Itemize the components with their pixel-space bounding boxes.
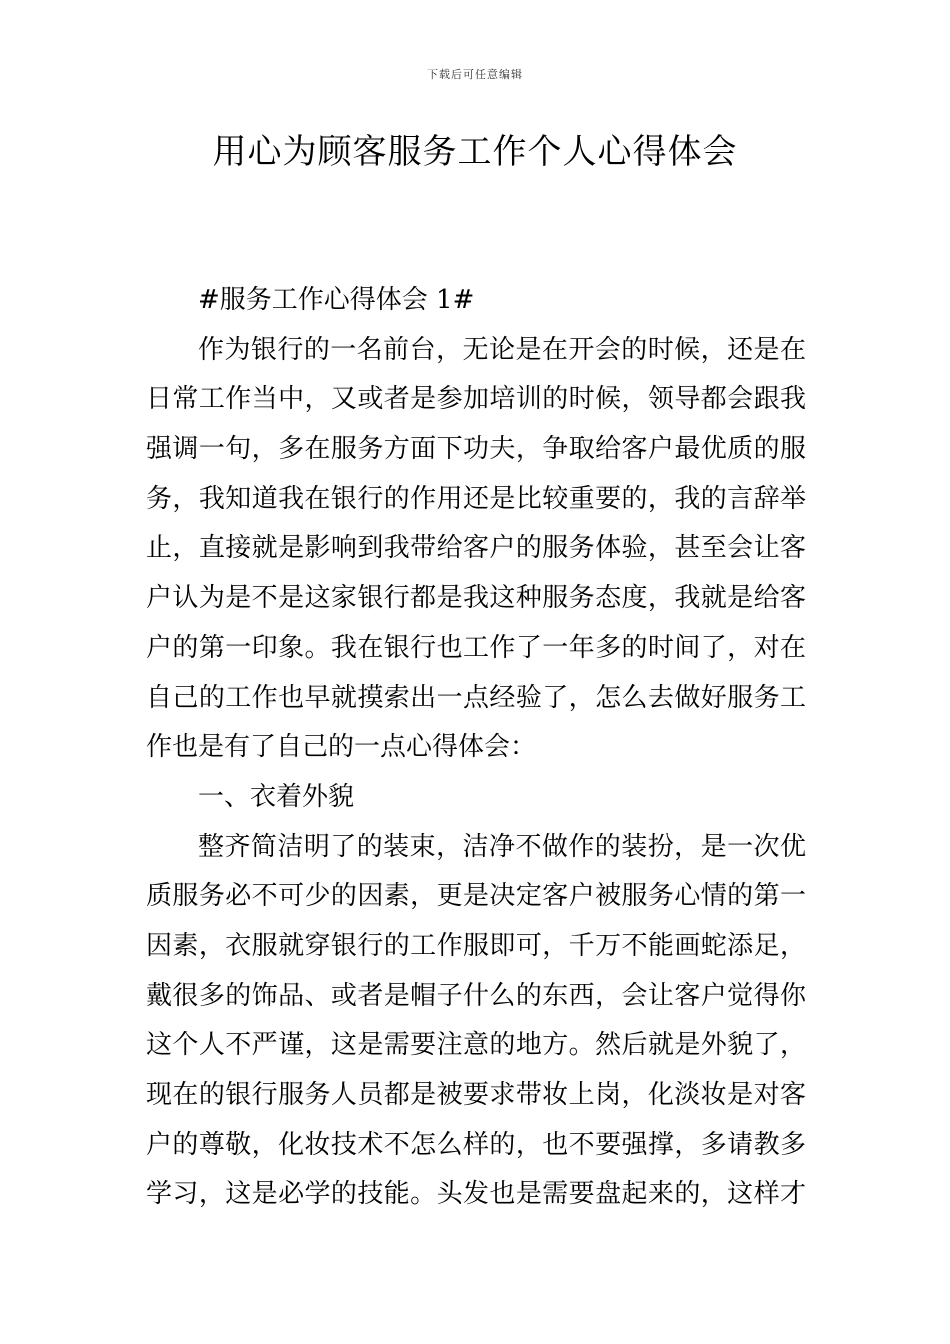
text-line: 一、衣着外貌 — [198, 781, 355, 812]
text-line: 整齐简洁明了的装束，洁净不做作的装扮，是一次优 — [198, 831, 806, 862]
text-line: 止，直接就是影响到我带给客户的服务体验，甚至会让客 — [146, 533, 806, 564]
text-line: 务，我知道我在银行的作用还是比较重要的，我的言辞举 — [146, 483, 806, 514]
text-line: 日常工作当中，又或者是参加培训的时候，领导都会跟我 — [146, 384, 806, 415]
text-line: #服务工作心得体会 1# — [198, 285, 475, 315]
text-line: 户认为是不是这家银行都是我这种服务态度，我就是给客 — [146, 583, 806, 614]
text-line: 现在的银行服务人员都是被要求带妆上岗，化淡妆是对客 — [146, 1080, 806, 1110]
text-line: 强调一句，多在服务方面下功夫，争取给客户最优质的服 — [146, 434, 806, 465]
header-note: 下载后可任意编辑 — [427, 68, 523, 81]
text-line: 户的尊敬，化妆技术不怎么样的，也不要强撑，多请教多 — [146, 1129, 806, 1160]
text-line: 质服务必不可少的因素，更是决定客户被服务心情的第一 — [146, 881, 806, 912]
text-line: 因素，衣服就穿银行的工作服即可，千万不能画蛇添足， — [146, 930, 806, 961]
text-line: 自己的工作也早就摸索出一点经验了，怎么去做好服务工 — [146, 682, 806, 713]
document-body — [146, 276, 806, 1220]
text-line: 户的第一印象。我在银行也工作了一年多的时间了，对在 — [146, 632, 806, 663]
text-line: 戴很多的饰品、或者是帽子什么的东西，会让客户觉得你 — [146, 980, 806, 1011]
text-line: 学习，这是必学的技能。头发也是需要盘起来的，这样才 — [146, 1179, 806, 1210]
text-line: 这个人不严谨，这是需要注意的地方。然后就是外貌了， — [146, 1030, 806, 1061]
text-line: 作为银行的一名前台，无论是在开会的时候，还是在 — [198, 334, 806, 365]
text-line: 作也是有了自己的一点心得体会： — [146, 732, 537, 763]
document-title: 用心为顾客服务工作个人心得体会 — [212, 132, 738, 172]
